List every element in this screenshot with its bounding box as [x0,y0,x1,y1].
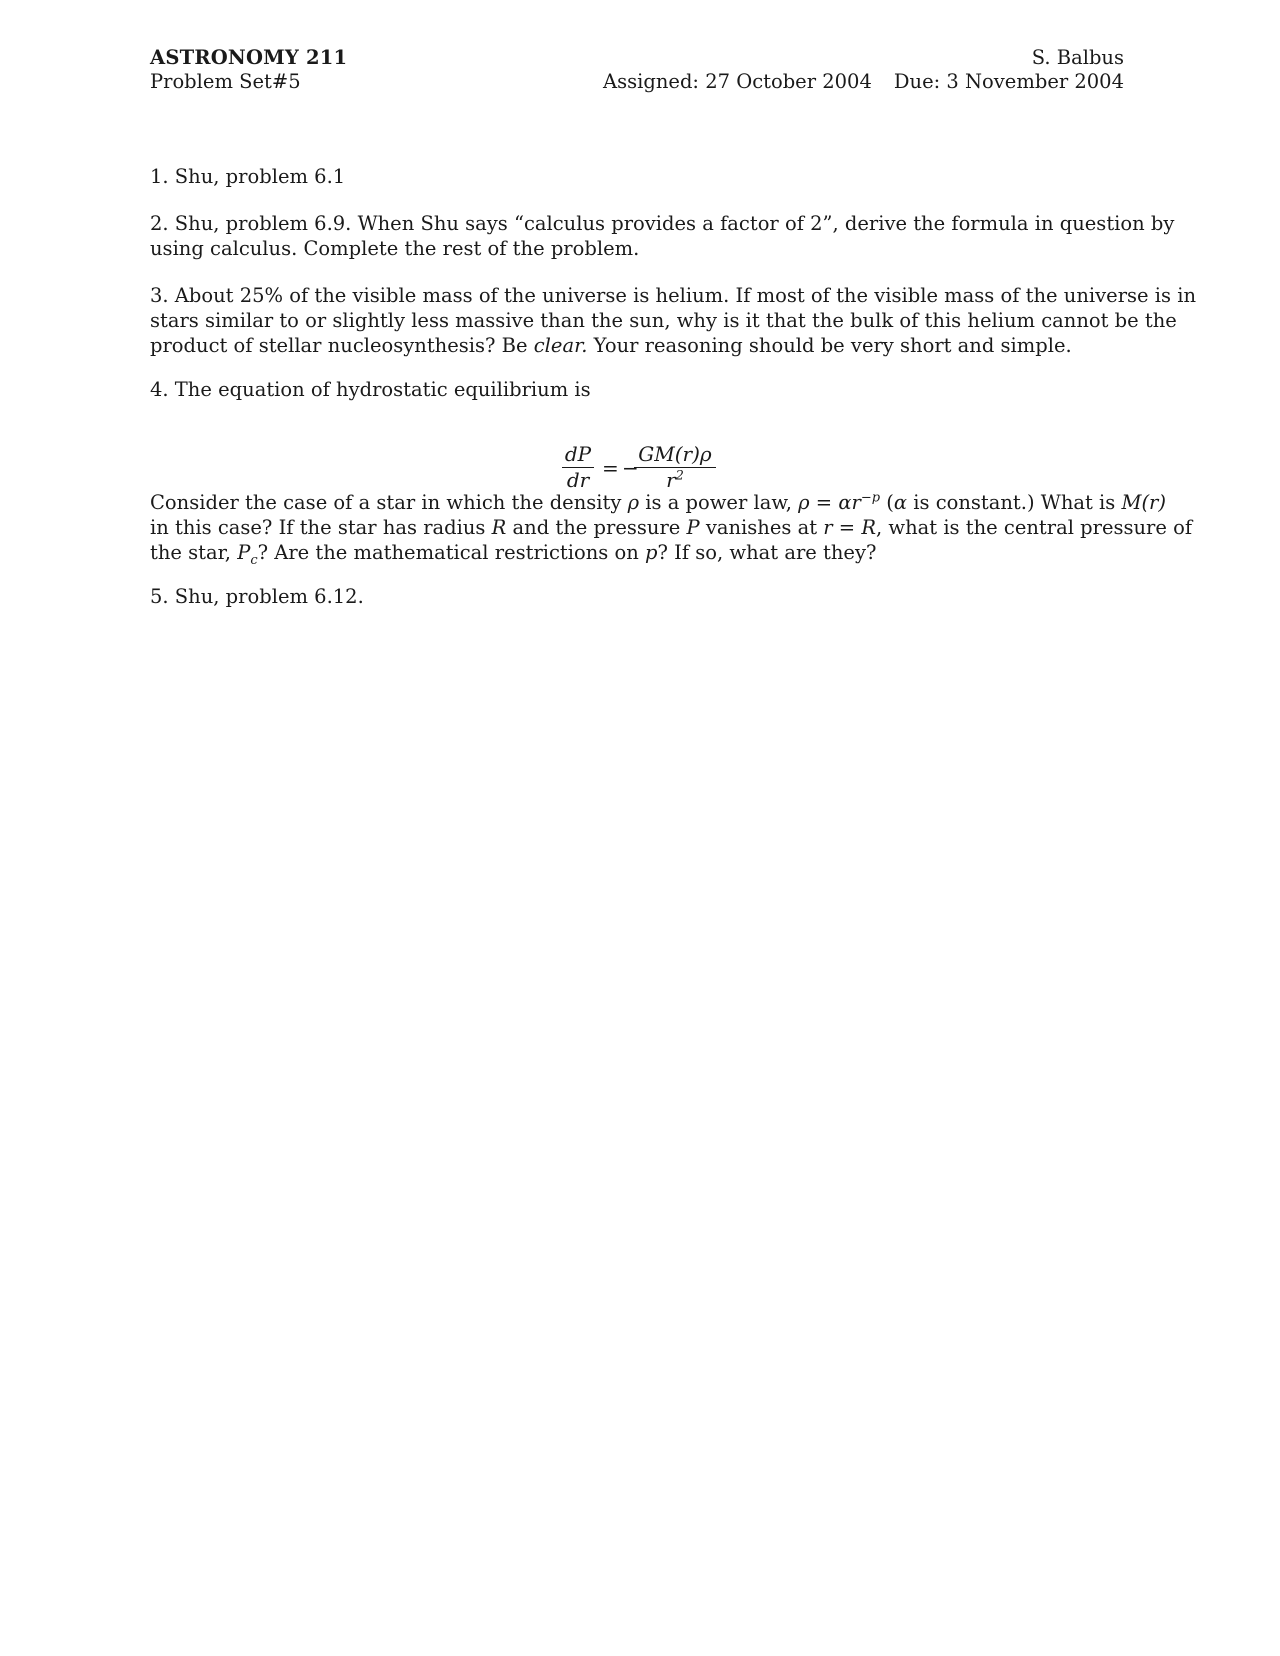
radius-symbol: R [491,516,507,539]
problem-4-line-2 [150,515,1193,540]
author-name: S. Balbus [1031,46,1124,69]
pc-base: P [237,541,251,564]
problem-1 [150,164,1124,189]
rho-symbol: ρ [798,491,810,514]
p4-l2-a: in this case? If the star has radius [150,516,492,539]
p4-l3-b: ? Are the mathematical restrictions on [257,541,646,564]
equals-sign: = [602,456,619,480]
alpha-symbol: α [893,491,908,514]
p4-l2-c: vanishes at [699,516,824,539]
course-title: ASTRONOMY 211 [150,46,348,69]
problem-2-line-2: using calculus. Complete the rest of the problem. [150,237,640,260]
assigned-date: Assigned: 27 October 2004 [603,70,872,93]
dates [603,70,1124,94]
problem-3 [150,283,1197,358]
lhs-denominator: dr [566,468,590,492]
p4-l1-b: is a power law, [639,491,799,514]
minus-sign: − [622,456,639,480]
problem-1-text: 1. Shu, problem 6.1 [150,165,346,188]
problem-3-line-3-post: Your reasoning should be very short and simple. [587,334,1072,357]
problem-set-label: Problem Set#5 [150,70,301,93]
rhs-denominator [634,470,716,490]
p4-l2-d: = [832,516,862,539]
lhs-fraction [562,443,594,490]
alpha-r-term: αr [838,491,861,514]
emphasis-clear: clear. [533,334,588,357]
problem-3-line-2: stars similar to or slightly less massive than the sun, why is it that the bulk of this helium cannot be the [150,309,1177,332]
problem-3-line-1: 3. About 25% of the visible mass of the universe is helium. If most of the visible mass of the universe is in [150,284,1197,307]
pc-subscript: c [250,552,258,568]
rho-symbol: ρ [627,491,640,514]
rhs-fraction [634,443,716,490]
problem-2 [150,211,1175,261]
rhs-den-base: r [666,468,676,492]
problem-5 [150,584,1124,609]
p4-l1-a: Consider the case of a star in which the density [150,491,628,514]
p-symbol: p [645,541,658,564]
problem-2-line-1: 2. Shu, problem 6.9. When Shu says “calculus provides a factor of 2”, derive the formula in question by [150,212,1175,235]
problem-4-intro-text: 4. The equation of hydrostatic equilibrium is [150,378,591,401]
rhs-den-exponent: 2 [675,468,684,484]
central-pressure-symbol [237,541,258,568]
problem-4-line-3 [150,540,1124,568]
problem-3-line-3 [150,333,1124,358]
problem-4-line-1 [150,490,1166,515]
due-date: Due: 3 November 2004 [893,70,1124,93]
problem-5-text: 5. Shu, problem 6.12. [150,585,364,608]
r-symbol: r [823,516,833,539]
rhs-numerator: GM(r)ρ [638,442,712,466]
pressure-symbol: P [686,516,700,539]
p4-l3-c: ? If so, what are they? [657,541,877,564]
mass-function: M(r) [1121,491,1166,514]
p4-l3-a: the star, [150,541,238,564]
problem-4-body [150,490,1193,568]
radius-symbol: R [861,516,877,539]
p4-l1-c: = [809,491,839,514]
power-exponent: −p [860,490,881,506]
problem-4-intro [150,377,1124,402]
p4-l1-d: ( [880,491,894,514]
p4-l1-e: is constant.) What is [907,491,1122,514]
p4-l2-b: and the pressure [506,516,687,539]
p4-l2-e: , what is the central pressure of [876,516,1193,539]
problem-3-line-3-pre: product of stellar nucleosynthesis? Be [150,334,534,357]
lhs-numerator: dP [564,442,592,466]
